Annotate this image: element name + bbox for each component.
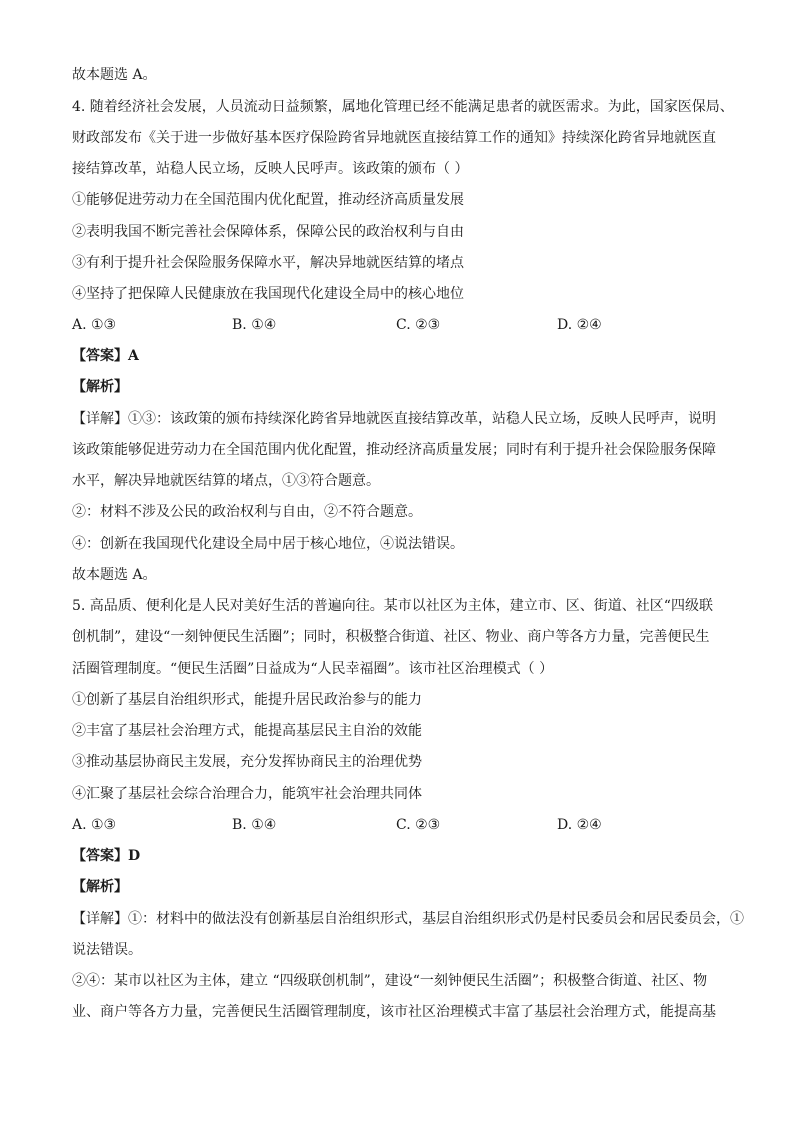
q5-option-b: B. ①④: [232, 817, 277, 833]
q4-statement-4: ④坚持了把保障人民健康放在我国现代化建设全局中的核心地位: [72, 286, 464, 302]
q4-statement-2: ②表明我国不断完善社会保障体系，保障公民的政治权利与自由: [72, 224, 464, 240]
q5-statement-4: ④汇聚了基层社会综合治理合力，能筑牢社会治理共同体: [72, 786, 422, 802]
q4-conclusion: 故本题选 A。: [72, 567, 157, 583]
q5-detail-line-1: 【详解】①：材料中的做法没有创新基层自治组织形式，基层自治组织形式仍是村民委员会和居民委员会，①: [72, 911, 744, 927]
q4-detail-line-3: 水平，解决异地就医结算的堵点，①③符合题意。: [72, 473, 380, 489]
q5-stem-line-3: 活圈管理制度。“便民生活圈”日益成为“人民幸福圈”。该市社区治理模式（ ）: [72, 661, 554, 677]
q5-stem-line-1: 5. 高品质、便利化是人民对美好生活的普遍向往。某市以社区为主体，建立市、区、街道、社区“四级联: [72, 598, 713, 614]
q4-answer: 【答案】A: [72, 348, 139, 364]
q5-detail-line-2: 说法错误。: [72, 942, 142, 958]
q4-detail-line-2: 该政策能够促进劳动力在全国范围内优化配置，推动经济高质量发展；同时有利于提升社会保险服务保障: [72, 442, 716, 458]
q4-analysis-label: 【解析】: [72, 379, 128, 395]
q4-statement-1: ①能够促进劳动力在全国范围内优化配置，推动经济高质量发展: [72, 192, 464, 208]
q4-statement-3: ③有利于提升社会保险服务保障水平，解决异地就医结算的堵点: [72, 255, 464, 271]
q5-option-c: C. ②③: [396, 817, 441, 833]
q5-detail-line-3: ②④：某市以社区为主体，建立 “四级联创机制”，建设“一刻钟便民生活圈”；积极整合街道、社区、物: [72, 973, 708, 989]
q4-option-c: C. ②③: [396, 317, 441, 333]
q5-stem-line-2: 创机制”，建设“一刻钟便民生活圈”；同时，积极整合街道、社区、物业、商户等各方力量，完善便民生: [72, 629, 710, 645]
q4-option-b: B. ①④: [232, 317, 277, 333]
q5-answer: 【答案】D: [72, 848, 141, 864]
q4-option-d: D. ②④: [557, 317, 602, 333]
q5-statement-3: ③推动基层协商民主发展，充分发挥协商民主的治理优势: [72, 754, 422, 770]
q5-option-d: D. ②④: [557, 817, 602, 833]
q5-statement-1: ①创新了基层自治组织形式，能提升居民政治参与的能力: [72, 692, 422, 708]
q4-stem-line-2: 财政部发布《关于进一步做好基本医疗保险跨省异地就医直接结算工作的通知》持续深化跨省异地就医直: [72, 130, 716, 146]
q4-stem-line-3: 接结算改革，站稳人民立场，反映人民呼声。该政策的颁布（ ）: [72, 161, 469, 177]
q5-option-a: A. ①③: [72, 817, 117, 833]
q4-detail-line-1: 【详解】①③：该政策的颁布持续深化跨省异地就医直接结算改革，站稳人民立场，反映人民呼声，说明: [72, 411, 716, 427]
q5-detail-line-4: 业、商户等各方力量，完善便民生活圈管理制度，该市社区治理模式丰富了基层社会治理方式，能提高基: [72, 1004, 716, 1020]
q4-detail-line-4: ②：材料不涉及公民的政治权利与自由，②不符合题意。: [72, 504, 422, 520]
q4-detail-line-5: ④：创新在我国现代化建设全局中居于核心地位，④说法错误。: [72, 536, 464, 552]
q4-option-a: A. ①③: [72, 317, 117, 333]
q5-analysis-label: 【解析】: [72, 879, 128, 895]
q4-stem-line-1: 4. 随着经济社会发展，人员流动日益频繁，属地化管理已经不能满足患者的就医需求。为此，国家医保局、: [72, 99, 734, 115]
q3-conclusion: 故本题选 A。: [72, 67, 157, 83]
q5-statement-2: ②丰富了基层社会治理方式，能提高基层民主自治的效能: [72, 723, 422, 739]
